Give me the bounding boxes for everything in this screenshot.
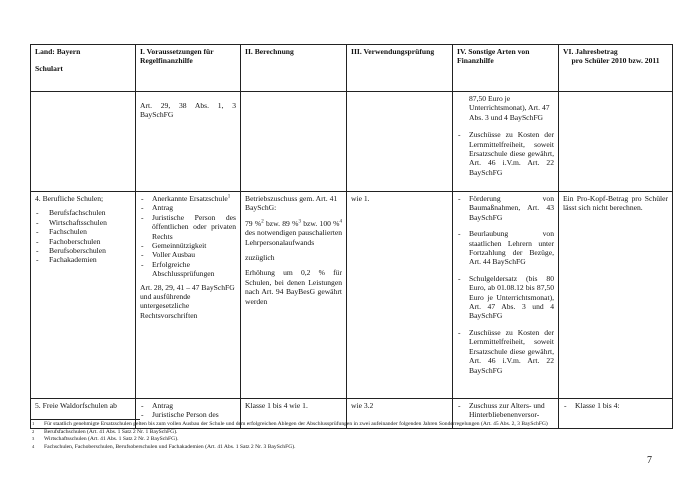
calc-text: des notwendigen pauschalierten Lehrpersonalaufwands [245,228,342,247]
school-item: - Wirtschaftsschulen [35,218,131,227]
row5-col2: Klasse 1 bis 4 wie 1. [241,399,347,429]
finance-table [30,44,673,429]
school-item: - Berufsoberschulen [35,246,131,255]
header-col5-line1: VI. Jahresbetrag [563,47,618,56]
row4-school [31,192,136,399]
cont-school [31,92,136,192]
requirement-item: - Juristische Person des öffentlichen oder privaten Rechts [140,213,236,241]
header-row [31,45,673,92]
footnotes [30,421,672,451]
cont-col4-item: - Zuschüsse zu Kosten der Lernmittelfreiheit, soweit Ersatzschule diese gewährt, Art. 46 i.V.m. Art. 22 BaySchFG [457,130,554,177]
footnote-text: Für staatlich genehmigte Ersatzschulen gelten bis zum vollen Ausbau der Schule und dem erfolgreichen Ablegen der Abschlussprüfungen in zwei aufeinander folgenden Jahren Sonderregelungen (Art. 45 Abs. 2, 3 BaySchFG) [44,421,548,427]
schulart-label: Schulart [35,64,63,74]
header-col1: I. Voraussetzungen für Regelfinanzhilfe [136,45,241,92]
footnote-ref: 4 [339,219,343,225]
footnote [30,444,672,452]
requirement-item: - Antrag [140,401,236,410]
footnote-ref: 2 [261,219,264,225]
footnote-text: Fachschulen, Fachoberschulen, Berufsoberschulen und Fachakademien (Art. 41 Abs. 1 Satz 2 Nr. 3 BaySchFG). [44,443,296,450]
requirement-item: - Juristische Person des [140,410,236,419]
school-item: - Fachakademien [35,255,131,264]
footnote [30,421,672,429]
header-col5-line2: pro Schüler 2010 bzw. 2011 [571,56,660,66]
aid-item: - Zuschüsse zu Kosten der Lernmittelfreiheit, soweit Ersatzschule diese gewährt, Art. 46 i.V.m. Art. 22 BaySchFG [457,328,554,375]
footnote-ref: 1 [227,194,231,200]
row4-col1 [136,192,241,399]
aid-item: - Beurlaubung von staatlichen Lehrern unter Fortzahlung der Bezüge, Art. 44 BaySchFG [457,229,554,267]
footnote-number: 4 [32,443,35,449]
calc-increase: Erhöhung um 0,2 % für Schulen, bei denen Leistungen nach Art. 94 BayBesG gewährt werden [245,268,342,306]
requirement-item [140,194,236,203]
calc-text: bzw. 89 % [263,218,299,228]
header-land [31,45,136,92]
row4-title: 4. Berufliche Schulen; [35,194,104,203]
calc-text: 79 % [245,218,262,228]
amount-item: - Klasse 1 bis 4: [563,401,668,410]
footnote-number: 3 [32,436,35,442]
cont-col4 [453,92,559,192]
header-col4: IV. Sonstige Arten von Finanzhilfe [453,45,559,92]
school-item: - Fachoberschulen [35,237,131,246]
requirement-item: - Gemeinnützigkeit [140,241,236,250]
aid-item: - Schulgeldersatz (bis 80 Euro, ab 01.08.12 bis 87,50 Euro je Unterrichtsmonat), Art. 47 Abs. 3 und 4 BaySchFG [457,274,554,321]
school-item: - Berufsfachschulen [35,208,131,217]
cont-col4-text: 87,50 Euro je Unterrichtsmonat), Art. 47 Abs. 3 und 4 BaySchFG [469,94,550,122]
requirement-item: - Voller Ausbau [140,250,236,259]
calc-intro: Betriebszuschuss gem. Art. 41 BaySchG: [245,194,338,213]
footnote-number: 2 [32,428,35,434]
aid-item: - Förderung von Baumaßnahmen, Art. 43 BaySchFG [457,194,554,222]
cont-col1 [136,92,241,192]
footnote-divider [30,419,140,420]
land-label: Land: Bayern [35,47,81,56]
school-item: - Fachschulen [35,227,131,236]
cont-col2 [241,92,347,192]
row4-col2 [241,192,347,399]
row-continuation [31,92,673,192]
requirement-text: Anerkannte Ersatzschule [152,194,228,203]
footnote [30,436,672,444]
row4-col4 [453,192,559,399]
row-berufliche-schulen [31,192,673,399]
row5-col3: wie 3.2 [347,399,453,429]
page-number: 7 [647,455,652,466]
calc-text: bzw. 100 % [300,218,340,228]
header-col5 [559,45,673,92]
requirement-item: - Erfolgreiche Abschlussprüfungen [140,260,236,279]
calc-plus: zuzüglich [245,253,275,263]
cont-col3 [347,92,453,192]
row4-col3: wie 1. [347,192,453,399]
aid-item: - Zuschuss zur Alters- und Hinterbliebenenversor- [457,401,554,420]
footnote-number: 1 [32,421,35,426]
header-col3: III. Verwendungsprüfung [347,45,453,92]
footnote-text: Wirtschaftsschulen (Art. 41 Abs. 1 Satz 2 Nr. 2 BaySchFG). [44,436,179,443]
calc-percentages [245,219,342,247]
row4-col5: Ein Pro-Kopf-Betrag pro Schüler lässt sich nicht berechnen. [559,192,673,399]
row5-school: 5. Freie Waldorfschulen ab [31,399,136,429]
row4-legal-ref: Art. 28, 29, 41 – 47 BaySchFG und ausführende untergesetzliche Rechtsvorschriften [140,282,235,320]
cont-col1-text: Art. 29, 38 Abs. 1, 3 BaySchFG [140,101,236,120]
footnote-text: Berufsfachschulen (Art. 41 Abs. 1 Satz 2 Nr. 1 BaySchFG). [44,428,178,435]
requirement-item: - Antrag [140,203,236,212]
footnote-ref: 3 [298,219,301,225]
cont-col5 [559,92,673,192]
header-col2: II. Berechnung [241,45,347,92]
